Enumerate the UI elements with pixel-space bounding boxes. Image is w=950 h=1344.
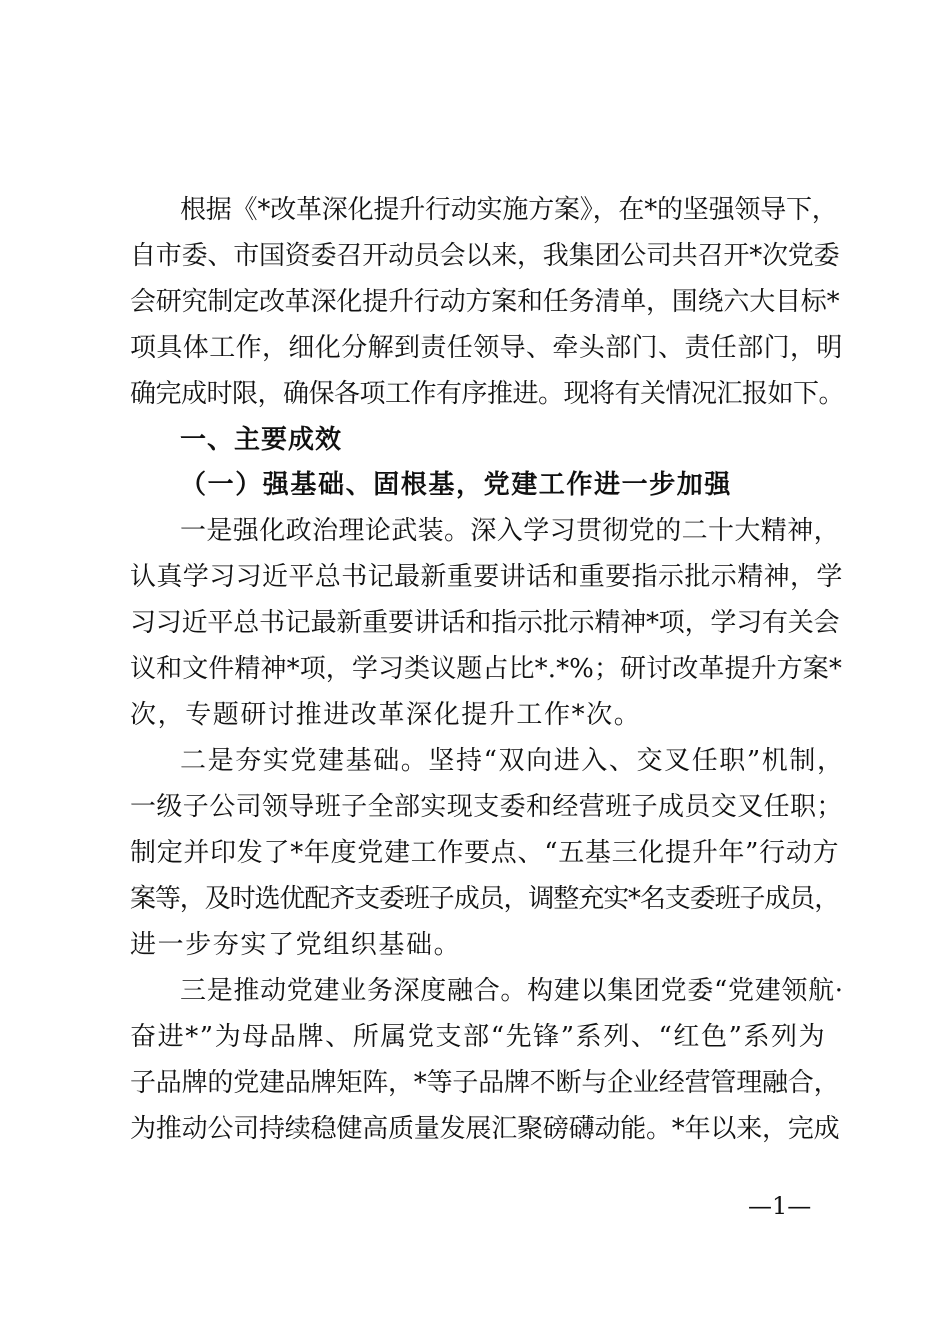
paragraph-3-line-1: 二是夯实党建基础。坚持“双向进入、交叉任职”机制，	[180, 746, 845, 776]
paragraph-2-line-1: 一是强化政治理论武装。深入学习贯彻党的二十大精神，	[180, 516, 841, 546]
subsection-heading-party-building: （一）强基础、固根基，党建工作进一步加强	[180, 470, 733, 500]
paragraph-2-line-4: 议和文件精神*项，学习类议题占比*.*%；研讨改革提升方案*	[130, 654, 842, 684]
paragraph-3-line-4: 案等，及时选优配齐支委班子成员，调整充实*名支委班子成员，	[130, 884, 840, 914]
paragraph-4-line-3: 子品牌的党建品牌矩阵，*等子品牌不断与企业经营管理融合，	[130, 1068, 840, 1098]
paragraph-2-line-3: 习习近平总书记最新重要讲话和指示批示精神*项，学习有关会	[130, 608, 840, 638]
paragraph-1-line-2: 自市委、市国资委召开动员会以来，我集团公司共召开*次党委	[130, 241, 840, 271]
paragraph-3-line-3: 制定并印发了*年度党建工作要点、“五基三化提升年”行动方	[130, 838, 840, 868]
page-number: —1—	[748, 1192, 812, 1220]
paragraph-3-line-2: 一级子公司领导班子全部实现支委和经营班子成员交叉任职；	[130, 792, 843, 822]
paragraph-4-line-4: 为推动公司持续稳健高质量发展汇聚磅礴动能。*年以来，完成	[130, 1114, 840, 1144]
paragraph-1-line-4: 项具体工作，细化分解到责任领导、牵头部门、责任部门，明	[130, 333, 843, 363]
paragraph-2-line-5: 次，专题研讨推进改革深化提升工作*次。	[130, 700, 642, 730]
section-heading-main-results: 一、主要成效	[180, 425, 343, 455]
paragraph-4-line-1: 三是推动党建业务深度融合。构建以集团党委“党建领航·	[180, 976, 844, 1006]
paragraph-1-line-1: 根据《*改革深化提升行动实施方案》，在*的坚强领导下，	[180, 195, 838, 225]
paragraph-1-line-3: 会研究制定改革深化提升行动方案和任务清单，围绕六大目标*	[130, 287, 840, 317]
paragraph-3-line-5: 进一步夯实了党组织基础。	[130, 930, 462, 960]
paragraph-2-line-2: 认真学习习近平总书记最新重要讲话和重要指示批示精神，学	[130, 562, 843, 592]
paragraph-4-line-2: 奋进*”为母品牌、所属党支部“先锋”系列、“红色”系列为	[130, 1022, 827, 1052]
paragraph-1-line-5: 确完成时限，确保各项工作有序推进。现将有关情况汇报如下。	[130, 379, 845, 409]
